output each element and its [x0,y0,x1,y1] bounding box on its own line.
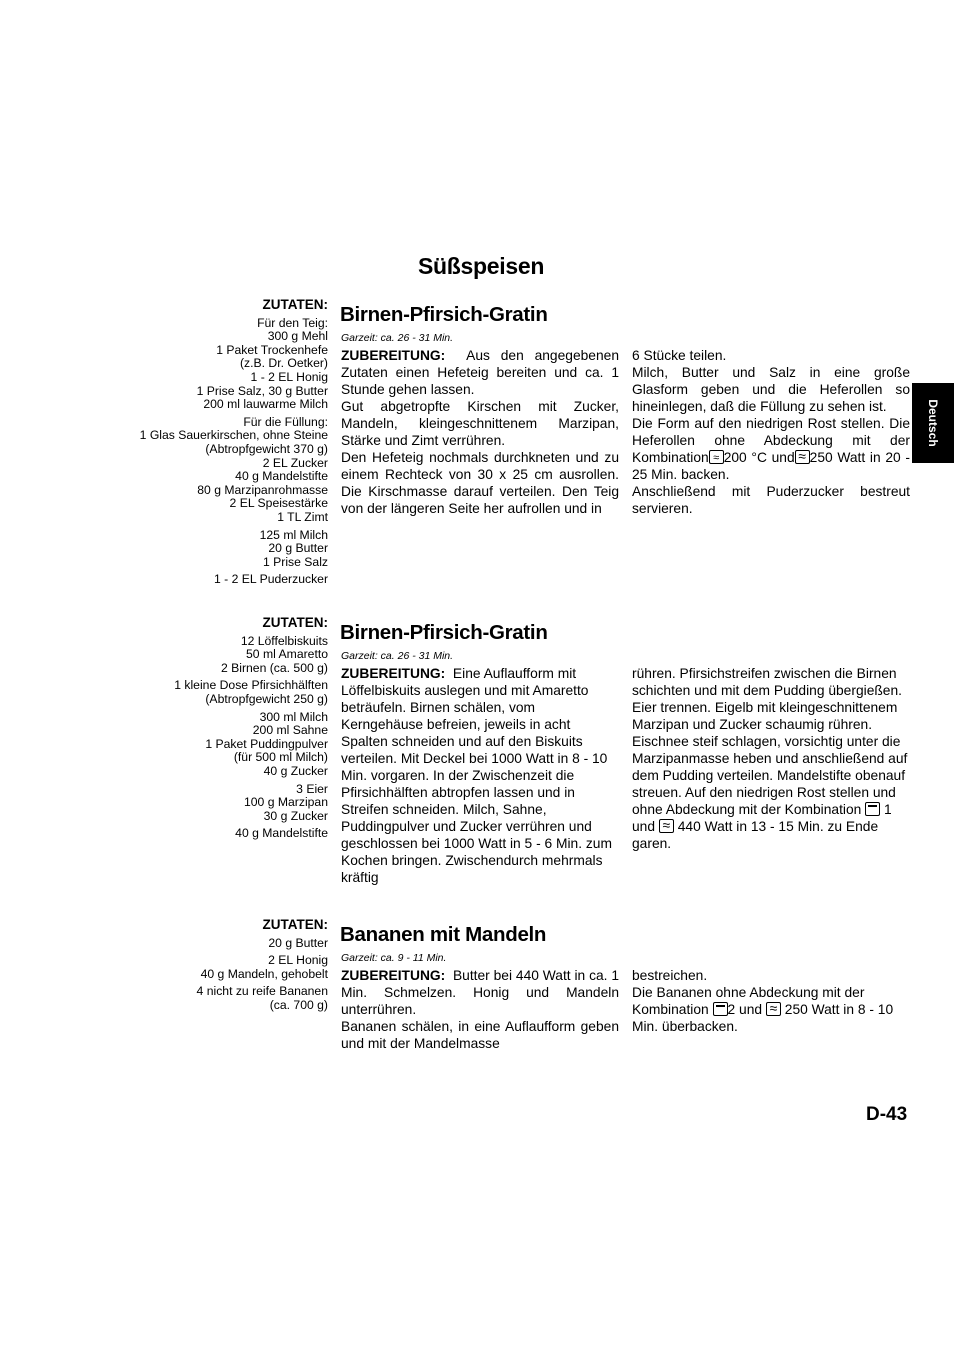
prep-text: Milch, Butter und Salz in eine große Glasform geben und die Heferollen so hineinlegen, daß die Füllung zu sehen ist. [632,365,910,414]
ingredient: 1 Glas Sauerkirschen, ohne Steine [139,428,328,443]
ingredient: 2 EL Speisestärke [229,496,328,511]
ingredient: 40 g Mandelstifte [235,469,328,484]
ingredient: 30 g Zucker [263,808,328,823]
recipe-2-text-col-2 [632,665,910,852]
grill-icon [713,1002,728,1016]
ingredient: 300 ml Milch [259,709,328,724]
ingredient: 300 g Mehl [267,329,328,344]
prep-text: 200 °C und [723,450,795,465]
prep-text: Die Bananen ohne Abdeckung mit der Kombination [632,985,865,1017]
ingredients-recipe-1 [120,298,328,591]
ingredient: 12 Löffelbiskuits [240,633,328,648]
recipe-1-text-col-2 [632,347,910,517]
ingredient-group [120,711,328,779]
ingredient: 40 g Mandelstifte [235,826,328,841]
ingredient-group [120,416,328,525]
ingredient-group [120,573,328,587]
ingredient-group [120,529,328,570]
combination-icon [709,450,724,464]
ingredient: 1 - 2 EL Honig [250,369,328,384]
ingredient: 4 nicht zu reife Bananen [196,984,328,999]
language-tab [912,383,954,463]
ingredient: 1 Paket Trockenhefe [216,342,328,357]
prep-text: Anschließend mit Puderzucker bestreut servieren. [632,484,910,516]
ingredient: 200 ml Sahne [252,723,328,738]
prep-text: bestreichen. [632,968,708,983]
prep-text: 2 und [727,1002,763,1017]
ingredient: (für 500 ml Milch) [233,750,328,765]
recipe-3-text-col-1 [341,967,619,1052]
prep-text: Den Hefeteig nochmals durchkneten und zu einem Rechteck von 30 x 25 cm ausrollen. Die Kirschmasse darauf verteilen. Den Teig von der längeren Seite her aufrollen und in [341,450,619,516]
ingredient: 2 Birnen (ca. 500 g) [220,660,328,675]
ingredient: 125 ml Milch [259,527,328,542]
ingredient-group [120,937,328,951]
ingredient: 20 g Butter [268,935,328,950]
prep-text: Butter bei 440 Watt in ca. 1 Min. Schmelzen. Honig und Mandeln unterrühren. [341,968,620,1017]
ingredient: (Abtropfgewicht 370 g) [205,441,328,456]
prep-label: ZUBEREITUNG: [341,968,446,983]
ingredients-recipe-2 [120,616,328,845]
prep-text: 250 Watt in 8 - 10 Min. überbacken. [632,1002,894,1034]
ingredient: 100 g Marzipan [243,795,328,810]
ingredient: 1 Paket Puddingpulver [205,736,328,751]
ingredient: 2 EL Zucker [262,455,328,470]
ingredient: 80 g Marzipanrohmasse [197,482,328,497]
ingredient-group [120,985,328,1012]
ingredient: 1 Prise Salz [262,554,328,569]
ingredient-group [120,954,328,981]
ingredient: 1 Prise Salz, 30 g Butter [196,383,328,398]
ingredient: 200 ml lauwarme Milch [203,397,328,412]
ingredients-label: ZUTATEN: [262,615,328,630]
recipe-3-text-col-2 [632,967,910,1035]
prep-text: Die Form auf den niedrigen Rost stellen. Die Heferollen ohne Abdeckung mit der Kombination [632,416,910,465]
ingredient: 1 TL Zimt [277,509,328,524]
ingredients-recipe-3 [120,918,328,1017]
page-number: D-43 [866,1104,908,1125]
recipe-1-text-col-1 [341,347,619,517]
ingredients-label: ZUTATEN: [262,297,328,312]
microwave-icon [659,819,674,833]
ingredient: 40 g Zucker [263,763,328,778]
prep-text: 1 und [632,802,892,834]
ingredient: 40 g Mandeln, gehobelt [200,966,328,981]
prep-text: Eine Auflaufform mit Löffelbiskuits auslegen und mit Amaretto beträufeln. Birnen schälen, vom Kerngehäuse befreien, jeweils in acht Spalten schneiden und auf den Biskuits verteilen. Mit Deckel bei 1000 Watt in 8 - 10 Min. vorgaren. In der Zwischenzeit die Pfirsichhälften abtropfen lassen und in Streifen schneiden. Milch, Sahne, Puddingpulver und Zucker verrühren und geschlossen bei 1000 Watt in 5 - 6 Min. zum Kochen bringen. Zwischendurch mehrmals kräftig [341,666,612,885]
ingredient: Für die Füllung: [243,414,328,429]
prep-label: ZUBEREITUNG: [341,666,446,681]
ingredient: 1 - 2 EL Puderzucker [213,572,328,587]
language-tab-label: Deutsch [926,399,940,447]
ingredient: (ca. 700 g) [269,997,328,1012]
ingredient: Für den Teig: [257,315,328,330]
cooking-time: Garzeit: ca. 26 - 31 Min. [341,332,454,344]
prep-text: rühren. Pfirsichstreifen zwischen die Birnen schichten und mit dem Pudding übergießen. Eier trennen. Eigelb mit kleingeschnittenem Marzipan und Zucker schaumig rühren. Eischnee steif schlagen, vorsichtig unter die Marzipanmasse heben und anschließend auf dem Pudding verteilen. Mandelstifte obenauf streuen. Auf den niedrigen Rost stellen und ohne Abdeckung mit der Kombination [632,666,908,817]
ingredient-group [120,679,328,706]
ingredients-label: ZUTATEN: [262,917,328,932]
prep-text: Gut abgetropfte Kirschen mit Zucker, Mandeln, kleingeschnittenem Marzipan, Stärke und Zimt verrühren. [341,399,619,448]
ingredient: (Abtropfgewicht 250 g) [205,691,328,706]
cooking-time: Garzeit: ca. 26 - 31 Min. [341,650,454,662]
ingredient: 3 Eier [296,781,328,796]
recipe-title: Bananen mit Mandeln [340,923,547,946]
ingredient: 1 kleine Dose Pfirsichhälften [174,678,328,693]
ingredient-group [120,783,328,824]
prep-text: 250 Watt in 20 - 25 Min. backen. [632,450,911,482]
ingredient: 50 ml Amaretto [246,647,328,662]
page-title: Süßspeisen [418,253,545,279]
ingredient: 20 g Butter [268,541,328,556]
grill-icon [865,802,880,816]
recipe-title: Birnen-Pfirsich-Gratin [340,621,548,644]
microwave-icon [766,1002,781,1016]
prep-text: 440 Watt in 13 - 15 Min. zu Ende garen. [632,819,879,851]
prep-text: 6 Stücke teilen. [632,348,727,363]
recipe-title: Birnen-Pfirsich-Gratin [340,303,548,326]
ingredient-group [120,635,328,676]
ingredient: 2 EL Honig [268,953,328,968]
prep-text: Aus den angegebenen Zutaten einen Hefeteig bereiten und ca. 1 Stunde gehen lassen. [341,348,619,397]
ingredient-group [120,317,328,412]
ingredient-group [120,827,328,841]
ingredient: (z.B. Dr. Oetker) [239,356,328,371]
recipe-2-text-col-1 [341,665,619,886]
prep-label: ZUBEREITUNG: [341,348,446,363]
prep-text: Bananen schälen, in eine Auflaufform geben und mit der Mandelmasse [341,1019,619,1051]
microwave-icon [795,450,810,464]
cooking-time: Garzeit: ca. 9 - 11 Min. [341,952,447,964]
